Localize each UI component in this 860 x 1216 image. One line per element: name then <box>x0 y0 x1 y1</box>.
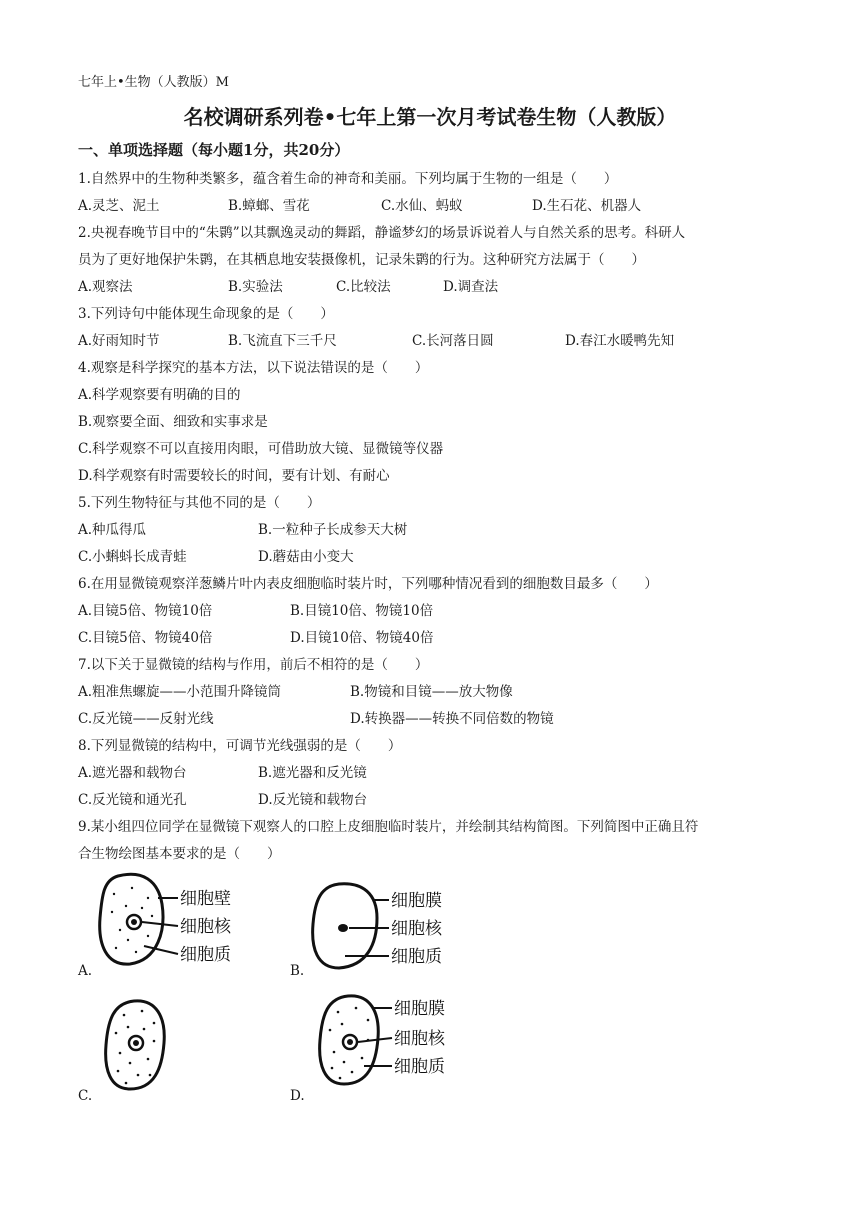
question-4-stem: 4.观察是科学探究的基本方法，以下说法错误的是（ ） <box>78 360 429 376</box>
q6-option-d: D.目镜10倍、物镜40倍 <box>290 630 434 646</box>
q7-option-b: B.物镜和目镜——放大物像 <box>350 684 513 700</box>
q3-option-c: C.长河落日圆 <box>412 333 494 349</box>
q5-option-c: C.小蝌蚪长成青蛙 <box>78 549 187 565</box>
figure-c-cell-diagram <box>98 995 178 1095</box>
q1-option-d: D.生石花、机器人 <box>532 198 642 214</box>
q7-option-d: D.转换器——转换不同倍数的物镜 <box>350 711 554 727</box>
page-header: 七年上•生物（人教版）M <box>78 75 229 90</box>
q7-option-c: C.反光镜——反射光线 <box>78 711 214 727</box>
section-heading: 一、单项选择题（每小题1分，共20分） <box>78 141 350 159</box>
q9-option-b: B. <box>290 963 305 979</box>
q9-option-a: A. <box>78 963 93 979</box>
q5-option-b: B.一粒种子长成参天大树 <box>258 522 408 538</box>
q9-option-d: D. <box>290 1088 305 1104</box>
q4-option-b: B.观察要全面、细致和实事求是 <box>78 414 268 430</box>
q7-option-a: A.粗准焦螺旋——小范围升降镜筒 <box>78 684 282 700</box>
question-2-stem-line2: 员为了更好地保护朱鹮，在其栖息地安装摄像机，记录朱鹮的行为。这种研究方法属于（ ） <box>78 252 645 268</box>
question-9-stem-line2: 合生物绘图基本要求的是（ ） <box>78 846 281 862</box>
figure-b-cell-diagram <box>305 878 465 974</box>
figure-b-label-nucleus: 细胞核 <box>391 919 442 939</box>
figure-d-label-membrane: 细胞膜 <box>394 999 445 1019</box>
question-8-stem: 8.下列显微镜的结构中，可调节光线强弱的是（ ） <box>78 738 402 754</box>
question-6-stem: 6.在用显微镜观察洋葱鳞片叶内表皮细胞临时装片时，下列哪种情况看到的细胞数目最多（ ） <box>78 576 658 592</box>
figure-a-cell-diagram <box>92 868 272 968</box>
question-5-stem: 5.下列生物特征与其他不同的是（ ） <box>78 495 321 511</box>
q8-option-c: C.反光镜和通光孔 <box>78 792 187 808</box>
question-7-stem: 7.以下关于显微镜的结构与作用，前后不相符的是（ ） <box>78 657 429 673</box>
q3-option-a: A.好雨知时节 <box>78 333 160 349</box>
figure-a-label-nucleus: 细胞核 <box>180 917 231 937</box>
q8-option-a: A.遮光器和载物台 <box>78 765 187 781</box>
q1-option-b: B.蟑螂、雪花 <box>228 198 310 214</box>
q8-option-d: D.反光镜和载物台 <box>258 792 368 808</box>
figure-d-label-cytoplasm: 细胞质 <box>394 1057 445 1077</box>
q4-option-c: C.科学观察不可以直接用肉眼，可借助放大镜、显微镜等仪器 <box>78 441 444 457</box>
q4-option-d: D.科学观察有时需要较长的时间，要有计划、有耐心 <box>78 468 390 484</box>
q2-option-a: A.观察法 <box>78 279 133 295</box>
q5-option-d: D.蘑菇由小变大 <box>258 549 354 565</box>
figure-b-label-membrane: 细胞膜 <box>391 891 442 911</box>
q2-option-b: B.实验法 <box>228 279 283 295</box>
q1-option-a: A.灵芝、泥土 <box>78 198 160 214</box>
figure-d-cell-diagram <box>312 990 462 1090</box>
q6-option-a: A.目镜5倍、物镜10倍 <box>78 603 213 619</box>
figure-d-label-nucleus: 细胞核 <box>394 1029 445 1049</box>
figure-b-label-cytoplasm: 细胞质 <box>391 947 442 967</box>
question-3-stem: 3.下列诗句中能体现生命现象的是（ ） <box>78 306 334 322</box>
figure-a-label-wall: 细胞壁 <box>180 889 231 909</box>
q6-option-b: B.目镜10倍、物镜10倍 <box>290 603 434 619</box>
q3-option-d: D.春江水暖鸭先知 <box>565 333 675 349</box>
question-1-stem: 1.自然界中的生物种类繁多，蕴含着生命的神奇和美丽。下列均属于生物的一组是（ ） <box>78 171 618 187</box>
q2-option-d: D.调查法 <box>443 279 499 295</box>
q9-option-c: C. <box>78 1088 93 1104</box>
q8-option-b: B.遮光器和反光镜 <box>258 765 367 781</box>
question-2-stem-line1: 2.央视春晚节目中的“朱鹮”以其飘逸灵动的舞蹈，静谧梦幻的场景诉说着人与自然关系的思考。科研人 <box>78 225 686 241</box>
q6-option-c: C.目镜5倍、物镜40倍 <box>78 630 213 646</box>
q5-option-a: A.种瓜得瓜 <box>78 522 147 538</box>
q4-option-a: A.科学观察要有明确的目的 <box>78 387 241 403</box>
q1-option-c: C.水仙、蚂蚁 <box>381 198 463 214</box>
q2-option-c: C.比较法 <box>336 279 391 295</box>
question-9-stem-line1: 9.某小组四位同学在显微镜下观察人的口腔上皮细胞临时装片，并绘制其结构简图。下列简图中正确且符 <box>78 819 699 835</box>
page-title: 名校调研系列卷•七年上第一次月考试卷生物（人教版） <box>183 105 677 129</box>
figure-a-label-cytoplasm: 细胞质 <box>180 945 231 965</box>
q3-option-b: B.飞流直下三千尺 <box>228 333 337 349</box>
